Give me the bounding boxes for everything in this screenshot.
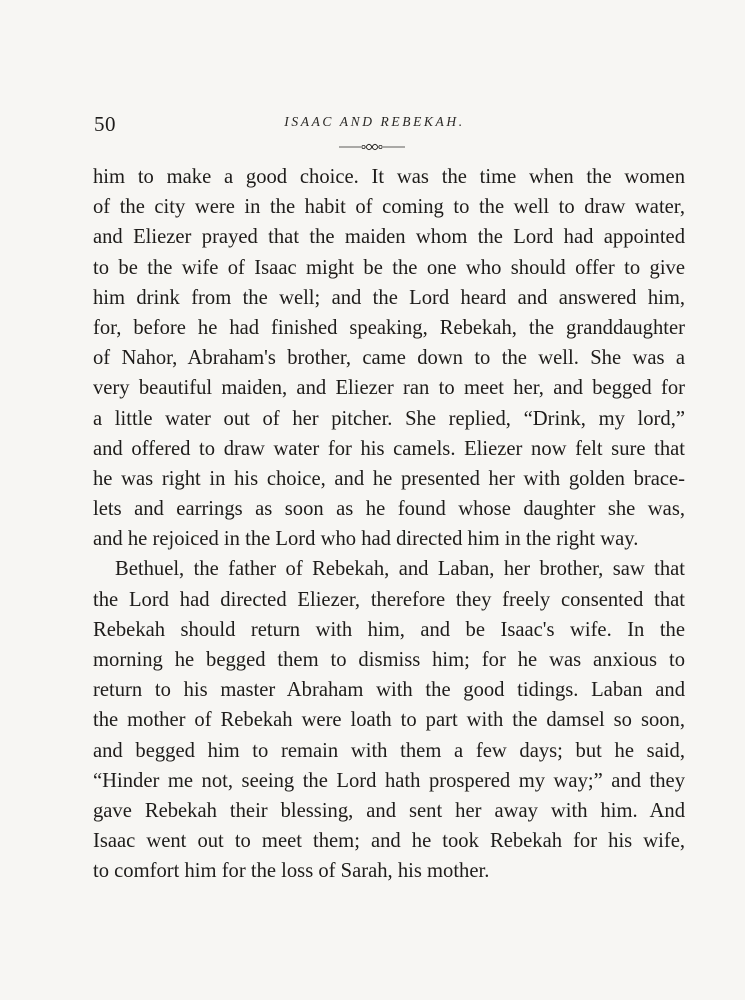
text-line: gave Rebekah their blessing, and sent her away with him. And [93,799,685,822]
text-line: Isaac went out to meet them; and he took Rebekah for his wife, [93,830,685,853]
text-line: and begged him to remain with them a few days; but he said, [93,739,685,762]
page-number: 50 [94,112,116,136]
text-line: morning he begged them to dismiss him; for he was anxious to [93,649,685,671]
running-head: ISAAC AND REBEKAH. [284,114,465,129]
text-line: Bethuel, the father of Rebekah, and Laban, her brother, saw that [115,558,685,581]
text-line: “Hinder me not, seeing the Lord hath prospered my way;” and they [93,769,685,792]
text-line: for, before he had finished speaking, Rebekah, the granddaughter [93,316,685,339]
text-line: and offered to draw water for his camels. Eliezer now felt sure that [93,437,685,460]
text-line: lets and earrings as soon as he found whose daughter she was, [93,498,685,521]
text-line: to be the wife of Isaac might be the one who should offer to give [93,256,685,279]
text-line: return to his master Abraham with the good tidings. Laban and [93,679,685,702]
page-header [94,112,655,142]
text-line: and Eliezer prayed that the maiden whom the Lord had appointed [93,226,685,249]
text-line: Rebekah should return with him, and be Isaac's wife. In the [93,618,685,641]
text-line: and he rejoiced in the Lord who had directed him in the right way. [93,528,639,551]
text-line: very beautiful maiden, and Eliezer ran to meet her, and begged for [93,377,685,400]
text-line: of Nahor, Abraham's brother, came down to the well. She was a [93,347,685,370]
text-line: he was right in his choice, and he presented her with golden brace- [93,467,685,490]
text-line: a little water out of her pitcher. She replied, “Drink, my lord,” [93,407,685,430]
text-line: to comfort him for the loss of Sarah, his mother. [93,860,490,883]
text-line: of the city were in the habit of coming to the well to draw water, [93,196,685,219]
text-line: the mother of Rebekah were loath to part with the damsel so soon, [93,709,685,732]
body-text [93,162,685,887]
text-line: him to make a good choice. It was the time when the women [93,166,685,188]
text-line: the Lord had directed Eliezer, therefore they freely consented that [93,588,685,611]
ornament-divider-icon [339,142,405,152]
text-line: him drink from the well; and the Lord heard and answered him, [93,286,685,309]
